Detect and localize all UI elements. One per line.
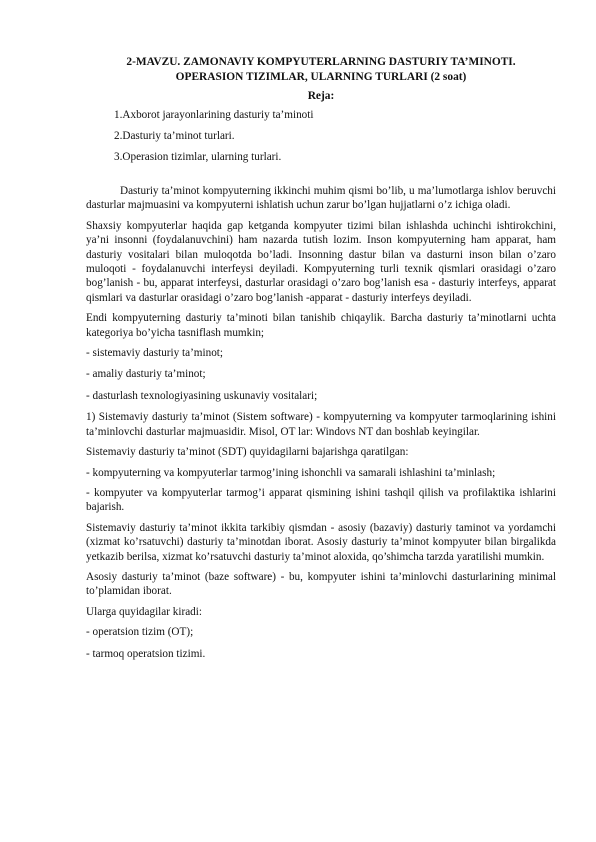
- plan-item-1: 1.Axborot jarayonlarining dasturiy ta’minoti: [114, 109, 314, 121]
- list-item-os: - operatsion tizim (OT);: [86, 626, 194, 639]
- document-title-line-2: OPERASION TIZIMLAR, ULARNING TURLARI (2 soat): [175, 71, 467, 83]
- document-body: [86, 184, 556, 661]
- document-title-line-1: 2-MAVZU. ZAMONAVIY KOMPYUTERLARNING DASTURIY TA’MINOTI.: [126, 56, 516, 68]
- list-item-applied-software: - amaliy dasturiy ta’minot;: [86, 368, 206, 381]
- paragraph-base-software: Asosiy dasturiy ta’minot (baze software) - bu, kompyuter ishini ta’minlovchi dasturlarining minimal to’plamidan iborat.: [86, 570, 556, 598]
- plan-item-2: 2.Dasturiy ta’minot turlari.: [114, 130, 235, 142]
- list-item-system-software: - sistemaviy dasturiy ta’minot;: [86, 347, 224, 360]
- plan-heading: Reja:: [307, 90, 335, 102]
- paragraph-system-software-definition: 1) Sistemaviy dasturiy ta’minot (Sistem software) - kompyuterning va kompyuter tarmoqlarining ishini ta’minlovchi dasturlar majmuasidir. Misol, OT lar: Windovs NT dan boshlab keyingilar.: [86, 411, 556, 438]
- plan-list: [86, 108, 556, 164]
- list-item-dev-tools: - dasturlash texnologiyasining uskunaviy vositalari;: [86, 389, 318, 402]
- paragraph-interfaces: Shaxsiy kompyuterlar haqida gap ketganda kompyuter tizimi bilan ishlashda uchinchi ishtirokchini, ya’ni insonni (foydalanuvchini) ham nazarda tutish lozim. Inson kompyuterning ham apparat, ham dasturiy vositalari bilan muloqotda bo’ladi. Insonning dastur bilan va dasturni inson bilan o’zaro muloqoti - foydalanuvchi interfeysi deyiladi. Kompyuterning turli texnik qismlari orasidagi o’zaro bog’lanish - bu, apparat interfeysi, dasturlar orasidagi o’zaro bog’lanish esa - dasturiy interfeys, apparat qismlari va dasturlar orasidagi o’zaro bog’lanish -apparat - dasturiy interfeys deyiladi.: [86, 219, 556, 304]
- list-item-reliability: - kompyuterning va kompyuterlar tarmog’ining ishonchli va samarali ishlashini ta’minlash;: [86, 466, 496, 479]
- paragraph-sdt-purpose: Sistemaviy dasturiy ta’minot (SDT) quyidagilarni bajarishga qaratilgan:: [86, 446, 409, 459]
- paragraph-categories: Endi kompyuterning dasturiy ta’minoti bilan tanishib chiqaylik. Barcha dasturiy ta’minotlarni uchta kategoriya bo’yicha tasniflash mumkin;: [86, 312, 556, 339]
- paragraph-intro: Dasturiy ta’minot kompyuterning ikkinchi muhim qismi bo’lib, u ma’lumotlarga ishlov beruvchi dasturlar majmuasini va kompyuterni ishlatish uchun zarur bo’lgan hujjatlarni o’z ichiga oladi.: [86, 185, 556, 212]
- paragraph-sdt-components: Sistemaviy dasturiy ta’minot ikkita tarkibiy qismdan - asosiy (bazaviy) dasturiy taminot va yordamchi (xizmat ko’rsatuvchi) dasturiy ta’minotdan iborat. Asosiy dasturiy ta’minot kompyuter bilan birgalikda yetkazib berilsa, xizmat ko’rsatuvchi dasturiy ta’minot aloxida, qo’shimcha tarzda yaratilishi mumkin.: [86, 521, 556, 563]
- list-item-maintenance: - kompyuter va kompyuterlar tarmog’i apparat qismining ishini tashqil qilish va profilaktika ishlarini bajarish.: [86, 486, 556, 514]
- paragraph-includes: Ularga quyidagilar kiradi:: [86, 605, 202, 618]
- list-item-network-os: - tarmoq operatsion tizimi.: [86, 647, 206, 660]
- plan-item-3: 3.Operasion tizimlar, ularning turlari.: [114, 151, 282, 163]
